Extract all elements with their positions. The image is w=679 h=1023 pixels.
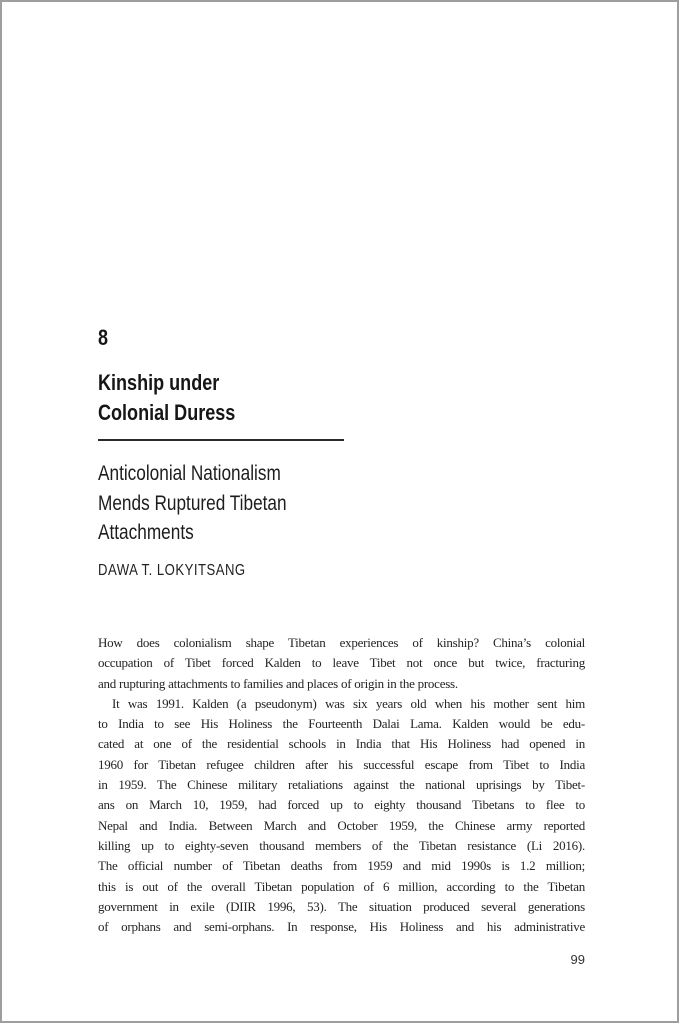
body-line: killing up to eighty-seven thousand members of the Tibetan resistance (Li 2016). (98, 837, 585, 853)
body-line: The official number of Tibetan deaths from 1959 and mid 1990s is 1.2 million; (98, 858, 585, 874)
body-text (98, 633, 585, 937)
chapter-title (98, 368, 235, 427)
body-line: cated at one of the residential schools in India that His Holiness had opened in (98, 736, 585, 752)
body-line: How does colonialism shape Tibetan experiences of kinship? China’s colonial (98, 635, 585, 650)
body-line: of orphans and semi-orphans. In response, His Holiness and his administrative (98, 919, 585, 935)
body-line: 1960 for Tibetan refugee children after his successful escape from Tibet to India (98, 756, 585, 772)
body-line: government in exile (DIIR 1996, 53). The situation produced several generations (98, 898, 585, 914)
body-line: to India to see His Holiness the Fourteenth Dalai Lama. Kalden would be edu- (98, 716, 585, 732)
body-line: It was 1991. Kalden (a pseudonym) was six years old when his mother sent him (112, 695, 585, 711)
chapter-subtitle (98, 459, 287, 548)
body-line: occupation of Tibet forced Kalden to leave Tibet not once but twice, fracturing (98, 655, 585, 671)
body-line: and rupturing attachments to families and places of origin in the process. (98, 675, 458, 691)
text-line: Anticolonial Nationalism (98, 462, 281, 485)
author-name: DAWA T. LOKYITSANG (98, 562, 246, 579)
title-divider-rule (98, 439, 344, 441)
chapter-number: 8 (98, 325, 109, 350)
text-line: Colonial Duress (98, 399, 236, 425)
body-line: in 1959. The Chinese military retaliations against the national uprisings by Tibet- (98, 777, 585, 793)
body-line: this is out of the overall Tibetan population of 6 million, according to the Tibetan (98, 878, 585, 894)
page-number: 99 (570, 952, 585, 967)
text-line: Mends Ruptured Tibetan (98, 491, 287, 515)
text-line: Kinship under (98, 370, 220, 395)
text-line: Attachments (98, 521, 194, 544)
body-line: ans on March 10, 1959, had forced up to eighty thousand Tibetans to flee to (98, 797, 585, 813)
body-line: Nepal and India. Between March and October 1959, the Chinese army reported (98, 817, 585, 833)
